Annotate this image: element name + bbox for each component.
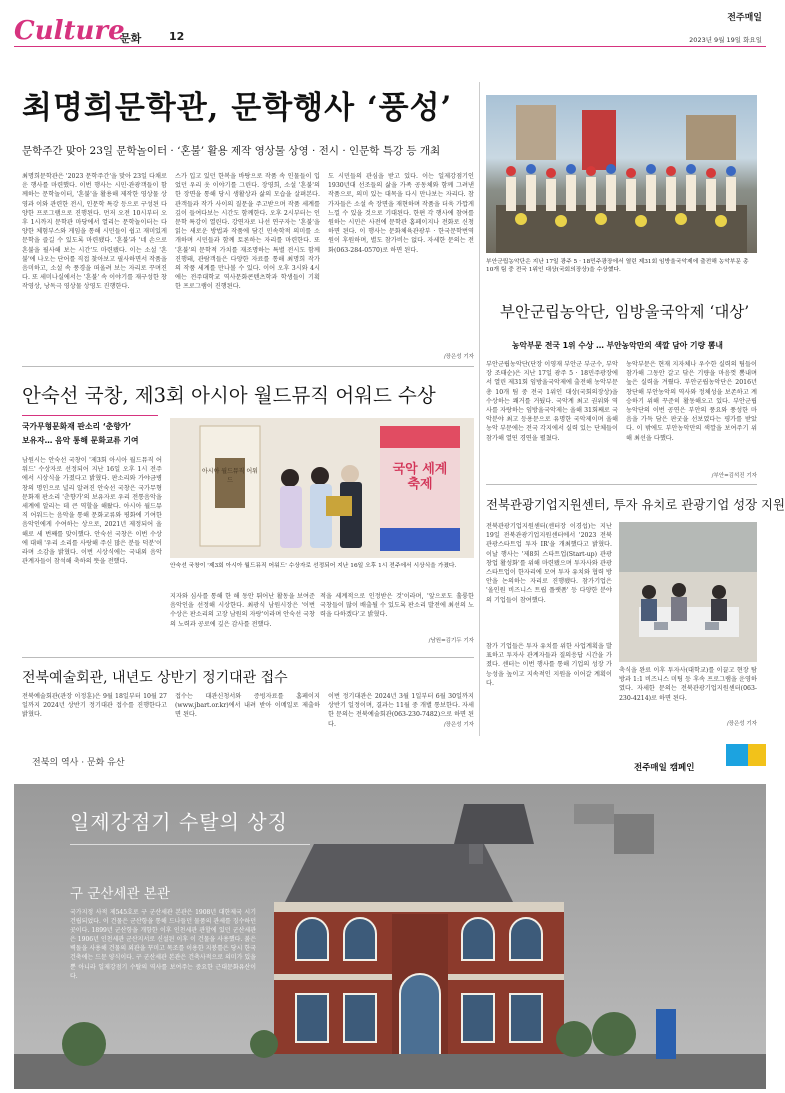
article-right1-headline: 부안군립농악단, 임방울국악제 ‘대상’ <box>500 303 750 321</box>
article-3-credit: /장은성 기자 <box>443 722 474 728</box>
tourism-meeting-illustration <box>619 522 757 662</box>
campaign-box <box>14 744 766 1089</box>
section-name: 문화 <box>120 32 142 45</box>
award-ceremony-photo <box>170 418 474 558</box>
campaign-title: 일제강점기 수탈의 상징 <box>70 810 288 834</box>
article-1-col3: 도 시민들의 관심을 받고 있다. 이는 일제강점기인 1930년대 선조들의 삶을 가족 공동체와 함께 그려낸 작품으로, 의미 있는 대목을 다시 만나보는 자리다. 참가자들은 소설 속 장면을 재현하며 작품을 더욱 가깝게 느낄 수 있을 것으로 기대된다. 한편 각 행사에 참여를 원하는 시민은 사전에 문학관 홈페이지나 전화로 신청하면 된다. 이 행사는 문화체육관광부 · 한국문학번역원이 후원하며, 별도 참가비는 없다. 자세한 문의는 전화(063-284-0570)로 하면 된다. <box>328 173 474 254</box>
article-2-subhead-1: 국가무형문화재 판소리 ‘춘향가’ <box>22 422 132 431</box>
article-3-col1: 전북예술회관(관장 이정훈)은 9월 18일부터 10월 27일까지 2024년 상반기 정기대관 접수를 진행한다고 밝혔다. <box>22 693 167 719</box>
campaign-accent-blue <box>726 744 748 766</box>
tourism-meeting-photo <box>619 522 757 662</box>
campaign-label: 전주매일 캠페인 <box>634 763 695 773</box>
campaign-body: 국가지정 사적 제545호로 구 군산세관 본관은 1908년 대한제국 시기 건립되었다. 이 건물은 군산항을 통해 드나들던 물품의 관세를 징수하던 곳이다. 1899년 군산항을 개항한 이후 인천세관 관할에 있던 군산세관은 1906년 인천세관 군산지서로 신설된 이후 이 건물을 사용했다. 붉은 벽돌을 사용해 건물의 외관을 꾸미고 목조를 이용한 지붕틀은 당시 한국 건축에는 드문 양식이다. 구 군산세관 본관은 건축사적으로 의미가 있을 뿐 아니라 일제강점기 수탈의 역사를 보여주는 중요한 근대문화유산이다. <box>70 909 256 980</box>
farmers-band-illustration <box>486 95 757 253</box>
page-header <box>14 8 766 46</box>
header-rule <box>14 46 766 47</box>
section-divider-right <box>486 484 757 485</box>
article-1-col1: 최명희문학관은 '2023 문학주간'을 맞아 23일 다채로운 행사를 마련했다. 이번 행사는 시민·관광객들이 함께하는 문학놀이터, '혼불'을 활용해 제작한 영상물 상영과 이와 관련한 전시, 인문학 특강 등으로 구성된 다양한 프로그램으로 진행된다. 먼저 오전 10시부터 오후 1시까지 문학관 마당에서 열리는 문학놀이터는 다양한 체험부스와 게임을 통해 시민들이 쉽고 재미있게 문학을 즐길 수 있도록 마련됐다. '혼불'과 '네 손으로 혼불을 필사해 보는 시간'도 마련됐다. 이는 소설 '혼불'에 나오는 단어를 직접 찾아보고 필사하면서 작품을 음미하고, 소설 속 풍경을 떠올려 보는 자리로 꾸며진다. 또 세미나실에서는 '혼불' 속 이야기를 재구성한 창작영상, 낭독극 영상물 상영도 진행한다. <box>22 173 167 291</box>
campaign-accent-yellow <box>748 744 766 766</box>
article-2-subhead-rule <box>22 415 158 416</box>
article-right2-body-1: 전북관광기업지원센터(센터장 이경섭)는 지난 19일 전북관광기업지원센터에서 '2023 전북 관광스타트업 투자 IR'을 개최했다고 밝혔다. 이날 행사는 '제8회 스타트업(Start-up) 관광창업 활성화'를 위해 마련됐으며 투자사와 관광 스타트업이 한자리에 모여 투자 유치와 협력 방안을 논의하는 자리로 진행됐다. 참가기업은 '올인원 비즈니스 트립 플랫폼' 등 다양한 분야의 기업들이 참여했다. <box>486 523 612 604</box>
article-2-headline: 안숙선 국창, 제3회 아시아 월드뮤직 어워드 수상 <box>22 384 436 407</box>
article-1-headline: 최명희문학관, 문학행사 ‘풍성’ <box>22 90 453 126</box>
campaign-title-rule <box>70 844 310 845</box>
page-number: 12 <box>169 30 185 43</box>
article-3-headline: 전북예술회관, 내년도 상반기 정기대관 접수 <box>22 670 288 686</box>
award-banner: 아시아 월드뮤직 어워드 <box>202 468 258 484</box>
article-2-subhead-2: 보유자… 음악 통해 문화교류 기여 <box>22 436 139 445</box>
article-right2-headline: 전북관광기업지원센터, 투자 유치로 관광기업 성장 지원 <box>486 497 785 512</box>
section-divider-2 <box>22 657 474 658</box>
article-right2-body-2: 참가 기업들은 투자 유치를 위한 사업계획을 발표하고 투자사 관계자들과 질의응답 시간을 가졌다. 센터는 이번 행사를 통해 기업의 성장 가능성을 높이고 지속적인 지원을 이어갈 계획이다. <box>486 643 612 687</box>
article-right1-credit: /부안=김석진 기자 <box>711 473 757 479</box>
campaign-tag: 전북의 역사 · 문화 유산 <box>32 758 125 768</box>
campaign-subtitle: 구 군산세관 본관 <box>70 886 170 902</box>
section-divider-1 <box>22 366 474 367</box>
farmers-band-caption: 부안군립농악단은 지난 17일 광주 5 · 18민주광장에서 열린 제31회 임방울국악제에 출전해 농악부문 총 10개 팀 중 전국 1위인 대상(국회의장상)을 수상했다. <box>486 259 749 274</box>
issue-date: 2023년 9월 19일 화요일 <box>689 36 762 44</box>
column-divider <box>479 82 480 736</box>
article-3-col2: 접수는 대관신청서와 증빙자료를 홈페이지(www.jbart.or.kr)에서 내려 받아 이메일로 제출하면 된다. <box>175 693 320 719</box>
farmers-band-photo <box>486 95 757 253</box>
festival-poster-title: 국악 세계 축제 <box>392 462 448 492</box>
paper-name: 전주매일 <box>727 13 762 23</box>
article-right1-col1: 부안군립농악단(단장 이영재 부안군 부군수, 부악장 조태순)은 지난 17일 광주 5 · 18민주광장에서 열린 제31회 임방울국악제에 출전해 농악부문 총 10개 팀 중 전국 1위인 대상(국회의장상)을 수상하는 쾌거를 거뒀다. 국악계 최고 권위와 역사를 자랑하는 임방울국악제는 올해 31회째로 국악분야 최고 등용문으로 유명한 국악제이며 올해 농악 부문에는 전국 각지에서 실력 있는 단체들이 참가해 열띤 경연을 펼쳤다. <box>486 361 618 442</box>
article-2-body-1: 남원시는 안숙선 국창이 '제3회 아시아 월드뮤직 어워드' 수상자로 선정되어 지난 16일 오후 1시 전주에서 시상식을 가졌다고 밝혔다. 판소리와 가야금병창의 명인으로 널리 알려진 안숙선 국창은 국가무형문화재 판소리 '춘향가'의 보유자로 우리 전통음악을 세계에 알리는 데 큰 역할을 해왔다. 아시아 월드뮤직 어워드는 음악을 통해 문화교류와 평화에 기여한 음악인에게 수여하는 상으로, 2021년 제정되어 올해로 세 번째를 맞이했다. 안숙선 국창은 이번 수상에 대해 '우리 소리를 사랑해 주신 많은 분들 덕분'이라며 소감을 밝혔다. 이번 시상식에는 국내외 음악 관계자들이 참석해 축하의 뜻을 전했다. <box>22 457 162 566</box>
article-2-body-2: 지자와 심사를 통해 한 해 동안 뛰어난 활동을 보여준 음악인을 선정해 시상한다. 최광식 남원시장은 '이번 수상은 판소리의 고장 남원의 자랑'이라며 안숙선 국창의 노력과 공로에 깊은 감사를 전했다. <box>170 593 315 628</box>
article-right2-body-3: 축식을 완료 이후 투자사(대학교)를 이끌고 현장 탐방과 1:1 비즈니스 미팅 등 후속 프로그램을 운영하였다. 자세한 문의는 전북관광기업지원센터(063-230-4214)로 하면 된다. <box>619 667 757 702</box>
article-1-credit: /장은성 기자 <box>443 354 474 360</box>
award-ceremony-caption: 안숙선 국창이 '제3회 아시아 월드뮤직 어워드' 수상자로 선정되어 지난 16일 오후 1시 전주에서 시상식을 가졌다. <box>170 563 457 569</box>
article-2-credit: /남원=김기두 기자 <box>428 638 474 644</box>
article-right1-subhead: 농악부문 전국 1위 수상 … 부안농악만의 색깔 담아 기량 뽐내 <box>512 341 723 350</box>
article-1-subhead: 문학주간 맞아 23일 문학놀이터 · ‘혼불’ 활용 제작 영상물 상영 · 전시 · 인문학 특강 등 개최 <box>22 145 441 157</box>
article-3-col3: 이번 정기대관은 2024년 3월 1일부터 6월 30일까지 상반기 일정이며, 결과는 11월 중 개별 통보한다. 자세한 문의는 전북예술회관(063-230-7482)으로 하면 된다. <box>328 693 474 728</box>
article-right2-credit: /장은성 기자 <box>726 721 757 727</box>
section-script: Culture <box>14 16 125 46</box>
article-right1-col2: 농악부문은 현재 지자체나 우수한 실력의 팀들이 참가해 그동안 갈고 닦은 기량을 마음껏 뽐내며 높은 실력을 겨뤘다. 부안군립농악단은 2016년 창단해 부안농악의 역사와 정체성을 보존하고 계승하기 위해 꾸준히 활동해오고 있다. 부안군립농악단의 이번 공연은 부안의 풍요와 풍성한 마음을 가득 담은 판굿을 선보였다는 평가를 받았다. 이 밖에도 부안농악만의 색깔을 보여주기 위해 최선을 다했다. <box>626 361 757 442</box>
article-1-col2: 스가 입고 있던 한복을 바탕으로 작품 속 인물들이 입었던 우리 옷 이야기를 그린다. 장영희, 소설 '혼불'의 한 장면을 통해 당시 생활상과 삶의 모습을 살펴본다. 관객들과 작가 사이의 질문을 주고받으며 작품 세계를 깊이 들여다보는 시간도 함께한다. 오후 2시부터는 인문학 특강이 열린다. 강연자로 나선 연구자는 '혼불'을 읽는 새로운 방법과 작품에 담긴 민속학적 의미를 소개하며 시민들과 함께 토론하는 자리를 마련한다. 또 '혼불'의 문학적 가치를 재조명하는 특별 전시도 함께 진행돼, 관람객들은 다양한 자료를 통해 최명희 작가의 작품 세계를 만나볼 수 있다. 이어 오후 3시와 4시에는 전주대학교 역사문화콘텐츠학과 학생들이 기획한 프로그램이 진행된다. <box>175 173 320 291</box>
article-2-body-3: 적을 세계적으로 인정받은 것'이라며, '앞으로도 훌륭한 국창들이 많이 배출될 수 있도록 판소리 발전에 최선의 노력을 다하겠다'고 밝혔다. <box>320 593 474 619</box>
